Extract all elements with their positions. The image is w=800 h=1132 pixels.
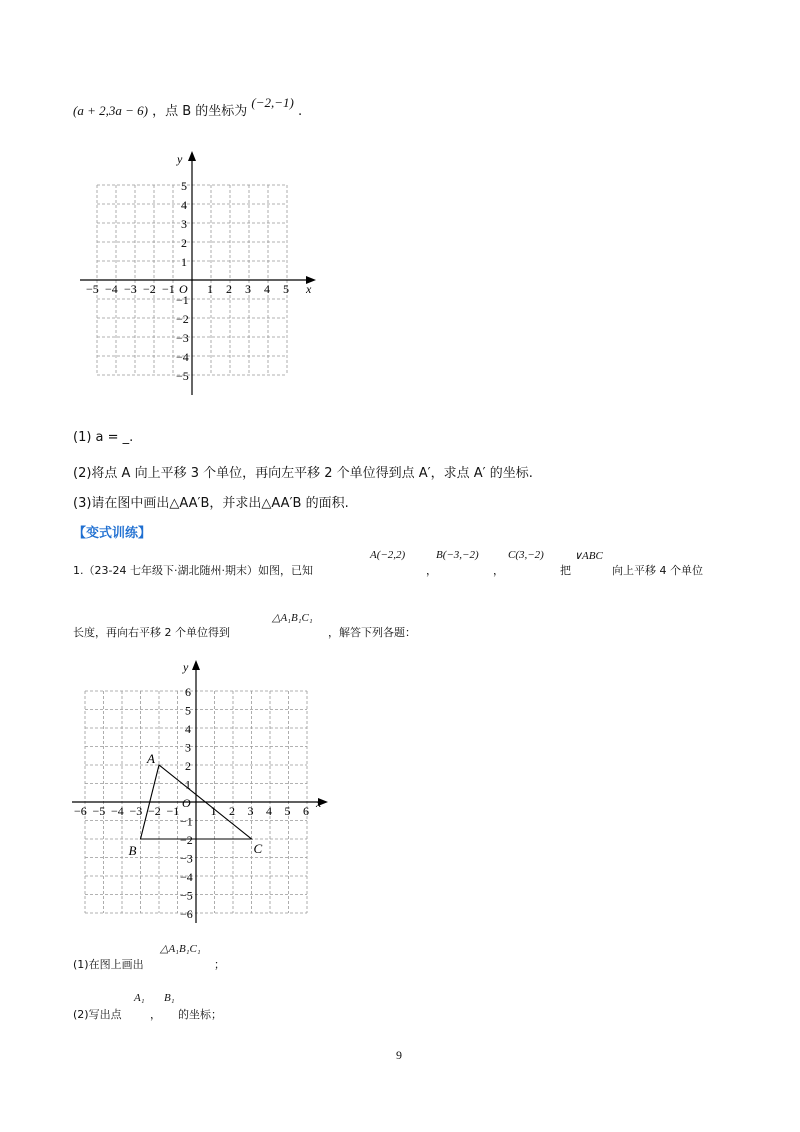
y-tick-label: −2: [180, 833, 193, 847]
x-tick-label: −5: [92, 804, 106, 818]
y-tick-label: −1: [180, 814, 193, 829]
y-tick-label: 3: [181, 217, 187, 231]
vertex-a-label: A: [147, 751, 155, 766]
y-tick-label: −2: [176, 312, 189, 326]
question-1-1: (1) a = _.: [73, 430, 134, 445]
x-tick-label: 1: [210, 804, 217, 818]
x-tick-label: 3: [245, 282, 251, 296]
separator-2: ，: [493, 564, 504, 577]
question-2-2: (2)写出点: [73, 1008, 122, 1021]
origin-label: O: [179, 282, 188, 296]
x-tick-label: −3: [124, 282, 137, 296]
y-tick-label: 4: [181, 198, 187, 212]
y-tick-label: −1: [176, 293, 189, 307]
question-1-3: (3)请在图中画出△AA′B，并求出△AA′B 的面积.: [73, 496, 349, 511]
y-tick-label: 1: [185, 777, 191, 792]
exercise-translation: 向上平移 4 个单位: [612, 564, 703, 577]
y-axis-label: y: [183, 660, 189, 674]
y-tick-label: −6: [180, 907, 193, 921]
question-2-2-separator: ，: [150, 1008, 161, 1021]
y-tick-label: 2: [181, 236, 187, 250]
section-heading: 【变式训练】: [73, 526, 152, 541]
y-axis-arrow-icon: [192, 660, 200, 670]
x-tick-label: 2: [226, 282, 232, 296]
x-tick-label: −2: [148, 804, 161, 818]
point-c-coords: C(3,−2): [508, 549, 544, 561]
y-tick-label: 1: [181, 255, 187, 269]
y-tick-label: 2: [185, 759, 191, 773]
top-line-text: ，点 B 的坐标为: [152, 104, 248, 119]
y-tick-label: −5: [176, 369, 189, 383]
x-tick-label: 5: [283, 282, 289, 296]
y-tick-label: −5: [180, 888, 193, 903]
triangle-abc: ∨ABC: [574, 550, 603, 562]
x-tick-label: 6: [303, 804, 309, 818]
exercise-line-2-end: ，解答下列各题：: [328, 626, 416, 639]
x-axis-label: x: [316, 796, 322, 810]
x-tick-label: 4: [264, 282, 270, 296]
y-tick-label: −3: [180, 851, 193, 866]
x-tick-label: −6: [74, 804, 87, 818]
vertex-b-label: B: [128, 843, 137, 858]
x-tick-label: −1: [162, 282, 175, 296]
origin-label: O: [182, 796, 191, 810]
y-axis-arrow-icon: [188, 151, 196, 161]
y-tick-label: 4: [185, 722, 191, 736]
y-tick-label: −4: [180, 870, 193, 884]
top-line-end: .: [298, 104, 303, 119]
x-tick-label: 4: [266, 804, 272, 818]
x-tick-label: 1: [207, 282, 213, 296]
question-2-1-end: ；: [214, 958, 225, 971]
page-number: 9: [396, 1048, 402, 1062]
x-tick-label: 2: [229, 804, 235, 818]
expression-a: (a + 2,3a − 6): [73, 103, 148, 118]
exercise-verb: 把: [560, 564, 571, 577]
y-axis-label: y: [177, 152, 183, 166]
exercise-intro: 1.（23-24 七年级下·湖北随州·期末）如图，已知: [73, 564, 313, 577]
coordinate-grid-2: [66, 655, 336, 930]
point-a1-label: A₁: [134, 992, 145, 1004]
y-tick-label: 3: [185, 740, 191, 755]
x-tick-label: −4: [111, 804, 124, 818]
point-b-coords: B(−3,−2): [436, 549, 479, 561]
exercise-line-2: 长度，再向右平移 2 个单位得到: [73, 626, 230, 639]
question-2-1: (1)在图上画出: [73, 958, 144, 971]
x-axis-label: x: [306, 282, 312, 296]
y-tick-label: −4: [176, 350, 189, 364]
question-2-1-triangle: △A₁B₁C₁: [160, 943, 201, 955]
question-1-2: (2)将点 A 向上平移 3 个单位，再向左平移 2 个单位得到点 A′，求点 A′ 的坐标.: [73, 466, 533, 481]
coordinate-grid-1: [70, 145, 330, 405]
triangle-a1b1c1: △A₁B₁C₁: [272, 612, 313, 624]
point-b1-label: B₁: [164, 992, 175, 1004]
x-tick-label: −4: [105, 282, 118, 296]
x-tick-label: 5: [284, 804, 291, 818]
y-tick-label: 5: [181, 179, 187, 193]
x-tick-label: −5: [86, 282, 99, 296]
expression-b: (−2,−1): [251, 95, 294, 110]
x-tick-label: −1: [166, 804, 180, 818]
question-2-2-end: 的坐标；: [178, 1008, 222, 1021]
y-tick-label: −3: [176, 331, 189, 345]
top-line: [73, 95, 303, 119]
point-a-coords: A(−2,2): [370, 549, 406, 561]
y-tick-label: 6: [185, 685, 191, 699]
x-tick-label: −3: [129, 804, 143, 818]
y-tick-label: 5: [185, 703, 191, 718]
x-tick-label: 3: [247, 804, 254, 818]
separator-1: ，: [426, 564, 437, 577]
vertex-c-label: C: [253, 841, 263, 856]
x-tick-label: −2: [143, 282, 156, 296]
